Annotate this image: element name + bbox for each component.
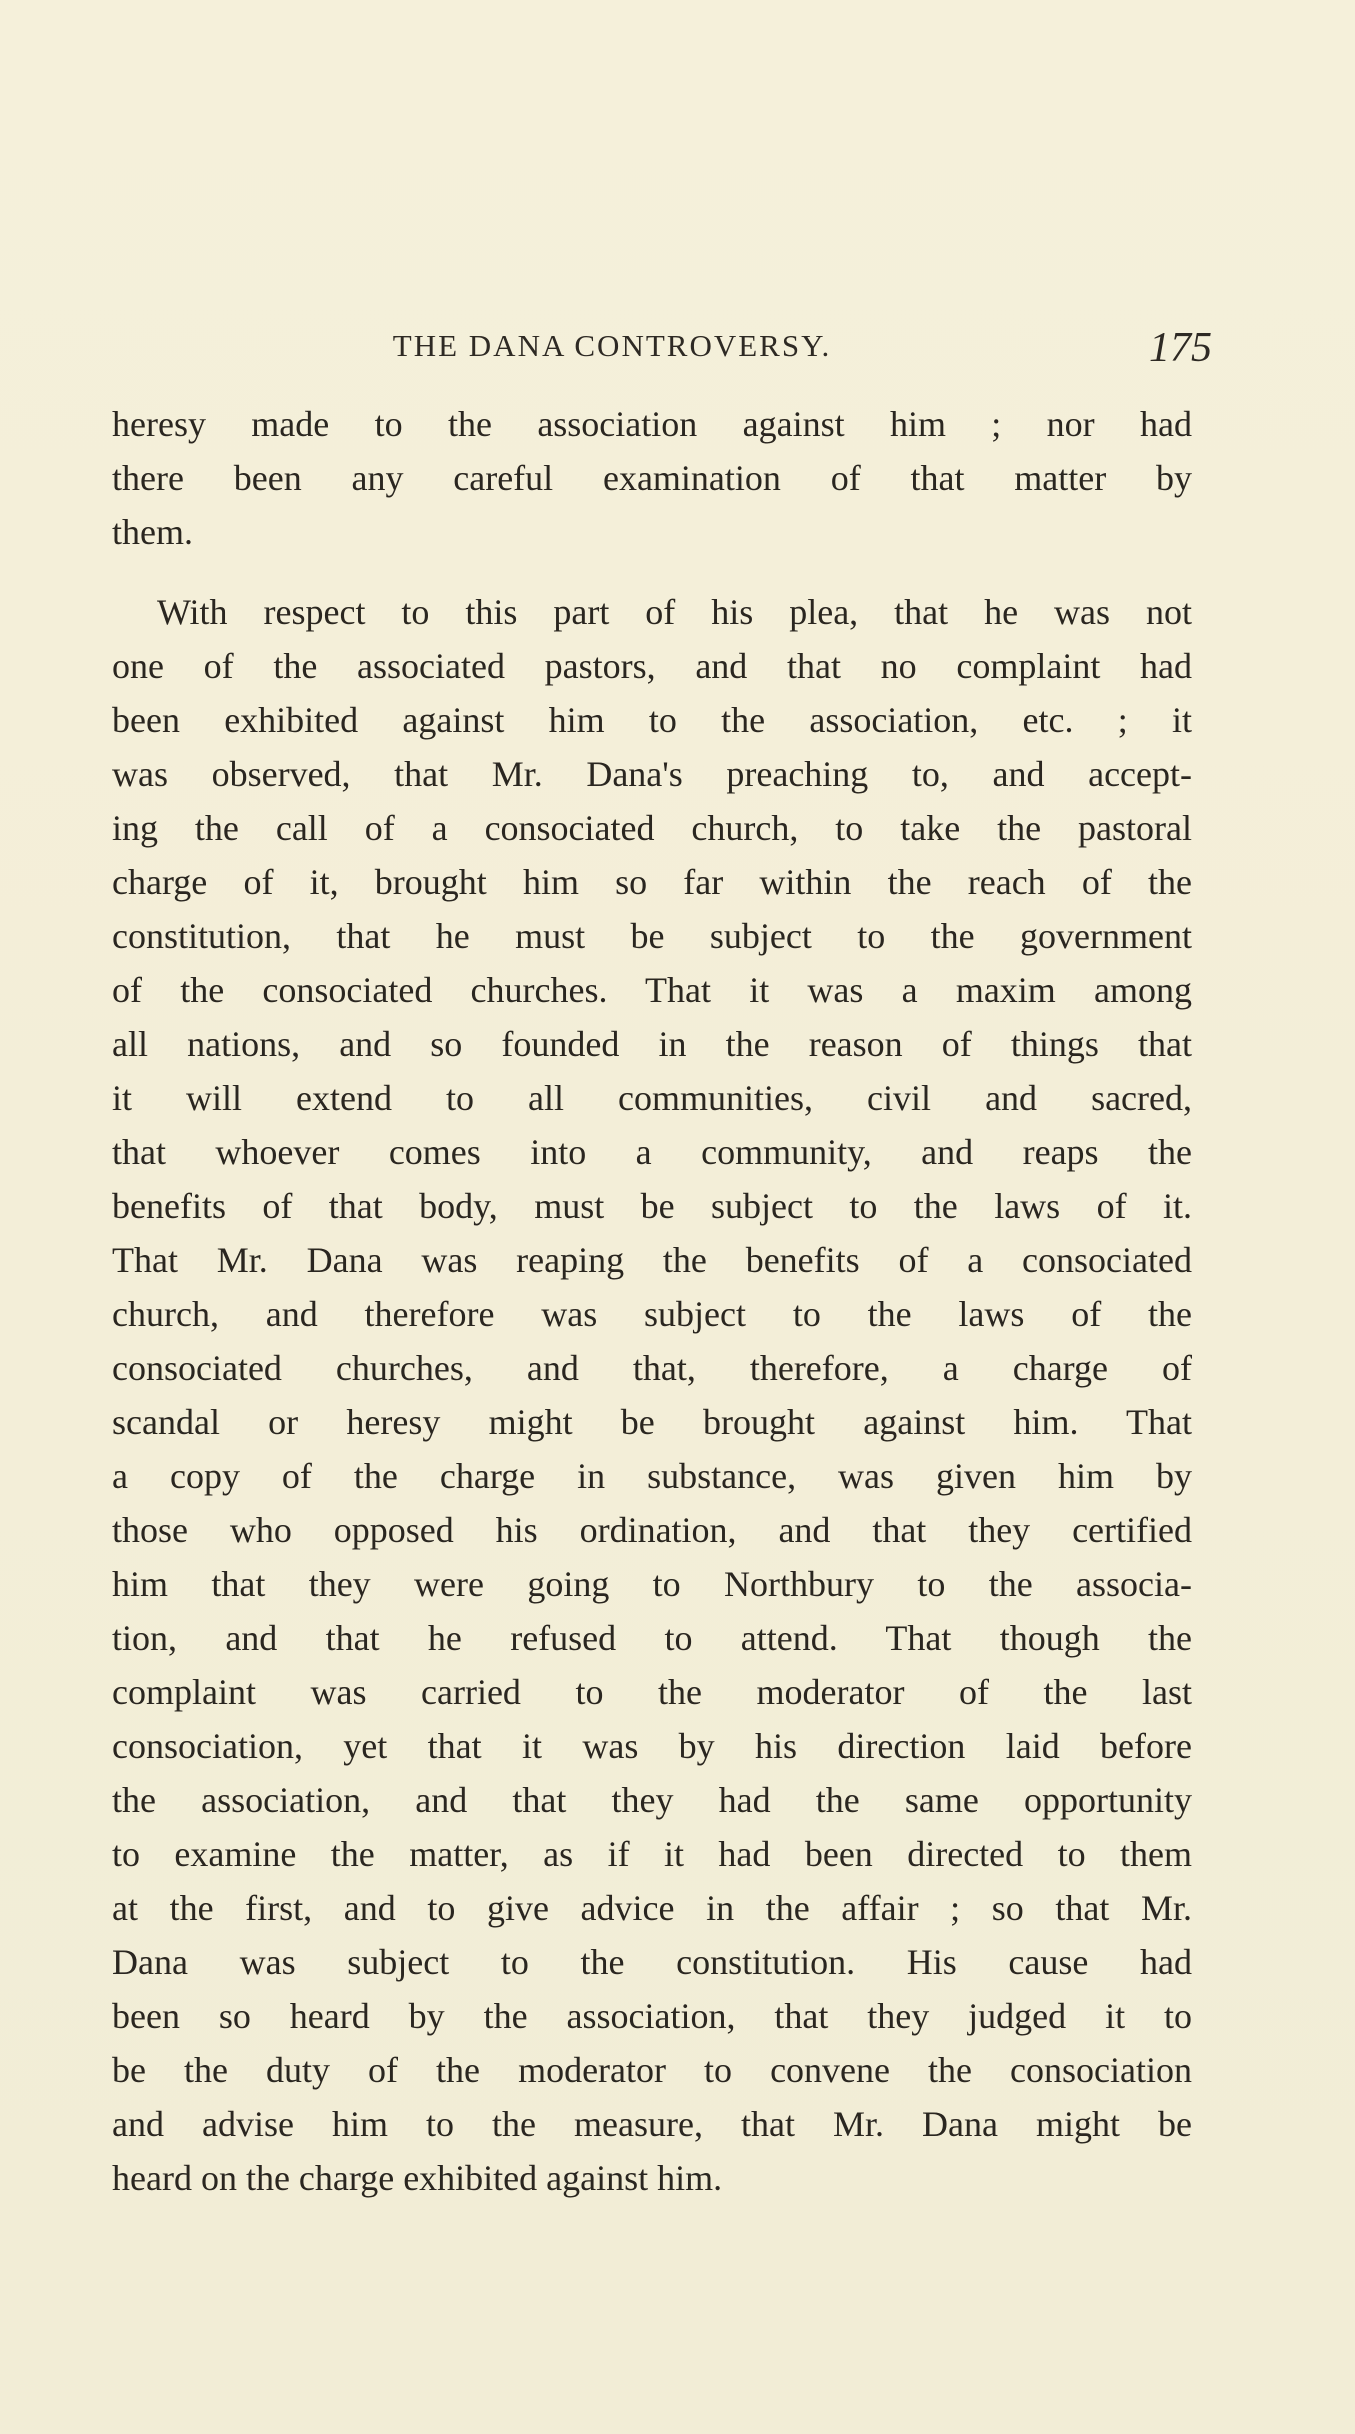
text-line: heard on the charge exhibited against him. <box>112 2158 723 2198</box>
text-line: tion, and that he refused to attend. That though the <box>112 1618 1192 1658</box>
text-line: That Mr. Dana was reaping the benefits of a consociated <box>112 1240 1192 1280</box>
text-line: consociation, yet that it was by his direction laid before <box>112 1726 1192 1766</box>
text-line: charge of it, brought him so far within the reach of the <box>112 862 1192 902</box>
text-line: consociated churches, and that, therefore, a charge of <box>112 1348 1192 1388</box>
text-line: it will extend to all communities, civil and sacred, <box>112 1078 1192 1118</box>
text-line: be the duty of the moderator to convene the consociation <box>112 2050 1192 2090</box>
body-text <box>112 397 1192 2205</box>
text-line: constitution, that he must be subject to the government <box>112 916 1192 956</box>
text-line: all nations, and so founded in the reason of things that <box>112 1024 1192 1064</box>
page-number: 175 <box>1149 325 1212 371</box>
text-line: to examine the matter, as if it had been directed to them <box>112 1834 1192 1874</box>
text-line: scandal or heresy might be brought against him. That <box>112 1402 1192 1442</box>
text-line: of the consociated churches. That it was a maxim among <box>112 970 1192 1010</box>
text-line: one of the associated pastors, and that no complaint had <box>112 646 1192 686</box>
running-title: THE DANA CONTROVERSY. <box>392 328 832 363</box>
text-line: and advise him to the measure, that Mr. Dana might be <box>112 2104 1192 2144</box>
text-line: the association, and that they had the same opportunity <box>112 1780 1192 1820</box>
text-line: heresy made to the association against him ; nor had <box>112 404 1192 444</box>
text-line: benefits of that body, must be subject to the laws of it. <box>112 1186 1192 1226</box>
text-line: that whoever comes into a community, and reaps the <box>112 1132 1192 1172</box>
text-line: him that they were going to Northbury to the associa- <box>112 1564 1192 1604</box>
text-line: ing the call of a consociated church, to take the pastoral <box>112 808 1192 848</box>
text-line: been exhibited against him to the association, etc. ; it <box>112 700 1192 740</box>
text-line: was observed, that Mr. Dana's preaching to, and accept- <box>112 754 1192 794</box>
text-line: been so heard by the association, that they judged it to <box>112 1996 1192 2036</box>
text-line: at the first, and to give advice in the affair ; so that Mr. <box>112 1888 1192 1928</box>
text-line: church, and therefore was subject to the laws of the <box>112 1294 1192 1334</box>
text-line: With respect to this part of his plea, that he was not <box>157 592 1192 632</box>
running-head <box>112 318 1212 378</box>
text-line: them. <box>112 512 193 552</box>
text-line: Dana was subject to the constitution. His cause had <box>112 1942 1192 1982</box>
text-line: complaint was carried to the moderator of the last <box>112 1672 1192 1712</box>
text-line: a copy of the charge in substance, was given him by <box>112 1456 1192 1496</box>
text-line: there been any careful examination of that matter by <box>112 458 1192 498</box>
text-line: those who opposed his ordination, and that they certified <box>112 1510 1192 1550</box>
paragraph-2 <box>112 585 1192 2205</box>
paragraph-1 <box>112 397 1192 559</box>
